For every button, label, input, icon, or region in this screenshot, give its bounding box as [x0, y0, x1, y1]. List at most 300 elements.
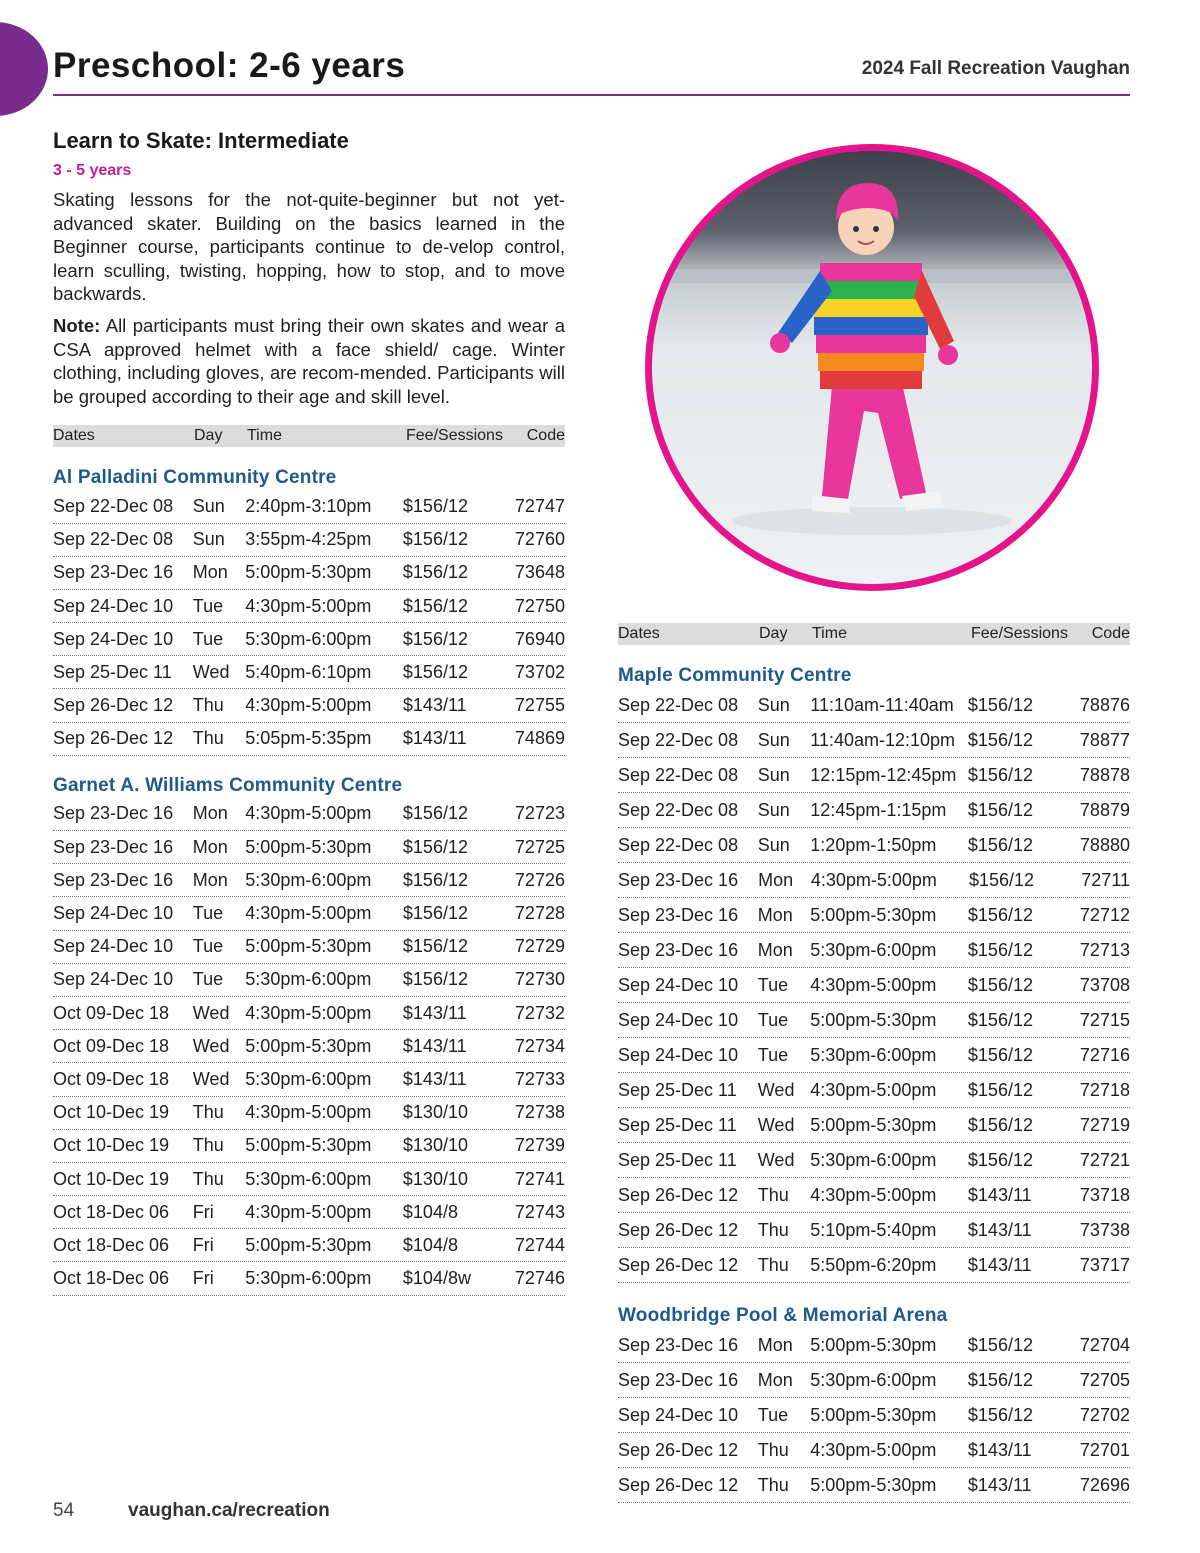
row-code: 72723 [514, 803, 565, 824]
row-code: 73648 [514, 562, 565, 583]
row-dates: Oct 10-Dec 19 [53, 1168, 170, 1189]
row-time: 3:55pm-4:25pm [245, 529, 372, 550]
page-title: Preschool: 2-6 years [53, 46, 406, 85]
row-fee: $156/12 [967, 1009, 1033, 1030]
table-row [53, 997, 565, 1030]
row-time: 4:30pm-5:00pm [245, 1002, 372, 1023]
row-dates: Sep 22-Dec 08 [618, 764, 739, 785]
row-fee: $156/12 [967, 729, 1033, 750]
table-row [618, 863, 1130, 898]
table-row [618, 688, 1130, 723]
table-row [618, 828, 1130, 863]
row-time: 5:00pm-5:30pm [245, 936, 372, 957]
table-row [618, 1363, 1130, 1398]
row-dates: Sep 22-Dec 08 [53, 529, 174, 550]
row-fee: $143/11 [402, 695, 467, 716]
row-code: 78876 [1079, 694, 1130, 715]
row-dates: Sep 22-Dec 08 [618, 834, 739, 855]
table-row [618, 1003, 1130, 1038]
row-dates: Oct 09-Dec 18 [53, 1068, 170, 1089]
row-fee: $104/8 [402, 1234, 458, 1255]
row-time: 12:15pm-12:45pm [810, 764, 957, 785]
row-day: Sun [757, 764, 790, 785]
row-fee: $156/12 [967, 1334, 1033, 1355]
row-time: 5:40pm-6:10pm [245, 661, 372, 682]
row-code: 73708 [1079, 974, 1130, 995]
row-dates: Sep 26-Dec 12 [618, 1219, 739, 1240]
table-row [618, 1468, 1130, 1503]
row-code: 72746 [514, 1268, 565, 1289]
row-time: 5:00pm-5:30pm [810, 1114, 937, 1135]
row-time: 5:00pm-5:30pm [245, 836, 372, 857]
schedule-groups-right [618, 664, 1130, 1503]
col-day: Day [759, 625, 788, 642]
row-code: 73718 [1079, 1184, 1130, 1205]
table-row [53, 1262, 565, 1295]
row-time: 5:30pm-6:00pm [245, 628, 372, 649]
row-fee: $143/11 [402, 728, 467, 749]
table-row [53, 723, 565, 756]
row-dates: Oct 18-Dec 06 [53, 1201, 170, 1222]
table-row [53, 689, 565, 722]
row-time: 5:00pm-5:30pm [810, 1334, 937, 1355]
table-row [618, 1178, 1130, 1213]
row-code: 78879 [1079, 799, 1130, 820]
table-header [53, 425, 565, 447]
table-row [618, 1213, 1130, 1248]
row-time: 5:30pm-6:00pm [810, 939, 937, 960]
row-code: 72713 [1079, 939, 1130, 960]
row-time: 4:30pm-5:00pm [245, 695, 372, 716]
row-day: Sun [757, 694, 790, 715]
row-code: 76940 [514, 628, 565, 649]
child-skating-photo [645, 144, 1099, 591]
row-day: Tue [757, 974, 789, 995]
table-row [53, 557, 565, 590]
row-day: Mon [758, 869, 794, 890]
row-time: 5:30pm-6:00pm [810, 1369, 937, 1390]
row-code: 72705 [1079, 1369, 1130, 1390]
row-fee: $156/12 [967, 1369, 1033, 1390]
row-time: 5:10pm-5:40pm [810, 1219, 937, 1240]
row-day: Thu [757, 1184, 789, 1205]
row-day: Wed [757, 1114, 795, 1135]
row-code: 72733 [514, 1068, 565, 1089]
venue-heading: Al Palladini Community Centre [53, 467, 337, 489]
row-day: Thu [757, 1439, 789, 1460]
row-dates: Sep 26-Dec 12 [53, 695, 174, 716]
row-fee: $156/12 [967, 694, 1033, 715]
row-dates: Oct 10-Dec 19 [53, 1135, 170, 1156]
row-fee: $156/12 [967, 939, 1033, 960]
page-number: 54 [53, 1500, 75, 1521]
col-dates: Dates [53, 427, 95, 445]
row-fee: $156/12 [967, 1404, 1033, 1425]
table-header [618, 623, 1130, 645]
row-dates: Sep 26-Dec 12 [618, 1439, 739, 1460]
row-day: Sun [757, 799, 790, 820]
table-row [53, 798, 565, 831]
row-dates: Sep 26-Dec 12 [618, 1184, 739, 1205]
row-code: 72743 [514, 1201, 565, 1222]
row-dates: Sep 23-Dec 16 [618, 1334, 739, 1355]
row-time: 5:00pm-5:30pm [810, 1009, 937, 1030]
row-time: 4:30pm-5:00pm [245, 1102, 372, 1123]
row-fee: $156/12 [967, 834, 1033, 855]
row-time: 1:20pm-1:50pm [810, 834, 937, 855]
row-day: Thu [192, 1168, 224, 1189]
row-day: Sun [757, 729, 790, 750]
row-dates: Sep 24-Dec 10 [618, 1404, 739, 1425]
row-fee: $130/10 [402, 1135, 468, 1156]
row-day: Thu [192, 1102, 224, 1123]
row-code: 72711 [1081, 869, 1130, 890]
row-dates: Sep 24-Dec 10 [53, 595, 174, 616]
table-row [618, 1038, 1130, 1073]
row-code: 72739 [514, 1135, 565, 1156]
row-day: Thu [192, 695, 224, 716]
note-label: Note: [53, 314, 101, 336]
row-code: 72732 [514, 1002, 565, 1023]
table-row [53, 1130, 565, 1163]
row-day: Tue [192, 936, 224, 957]
row-code: 72728 [514, 903, 565, 923]
row-dates: Sep 25-Dec 11 [53, 661, 172, 682]
row-fee: $143/11 [967, 1219, 1032, 1240]
row-fee: $156/12 [402, 936, 468, 957]
row-code: 72750 [514, 595, 565, 616]
row-code: 72716 [1079, 1044, 1130, 1065]
row-fee: $156/12 [967, 974, 1033, 995]
row-time: 4:30pm-5:00pm [810, 974, 937, 995]
table-row [618, 1398, 1130, 1433]
table-row [53, 1196, 565, 1229]
footer-url: vaughan.ca/recreation [128, 1500, 330, 1521]
table-row [53, 490, 565, 523]
row-dates: Sep 25-Dec 11 [618, 1114, 737, 1135]
row-code: 78877 [1079, 729, 1130, 750]
row-dates: Sep 24-Dec 10 [53, 936, 174, 957]
col-day: Day [194, 427, 223, 445]
row-code: 72719 [1079, 1114, 1130, 1135]
row-dates: Oct 10-Dec 19 [53, 1102, 170, 1123]
row-code: 72726 [514, 869, 565, 890]
row-code: 72712 [1079, 904, 1130, 925]
row-time: 5:30pm-6:00pm [245, 1068, 372, 1089]
row-fee: $156/12 [402, 869, 468, 890]
row-day: Sun [192, 495, 225, 516]
row-dates: Sep 26-Dec 12 [53, 728, 174, 749]
row-dates: Sep 24-Dec 10 [618, 974, 739, 995]
col-fee: Fee/Sessions [406, 427, 503, 445]
row-day: Mon [192, 803, 228, 824]
row-fee: $156/12 [968, 869, 1035, 890]
row-dates: Sep 23-Dec 16 [618, 869, 739, 890]
row-dates: Sep 23-Dec 16 [53, 869, 174, 890]
row-code: 72701 [1079, 1439, 1130, 1460]
row-time: 5:00pm-5:30pm [245, 562, 372, 583]
row-dates: Sep 23-Dec 16 [618, 939, 739, 960]
row-time: 5:30pm-6:00pm [810, 1044, 937, 1065]
row-time: 4:30pm-5:00pm [810, 869, 937, 890]
row-day: Mon [192, 836, 228, 857]
col-dates: Dates [618, 625, 660, 642]
row-dates: Oct 18-Dec 06 [53, 1234, 170, 1255]
row-time: 5:00pm-5:30pm [810, 904, 937, 925]
row-code: 72760 [514, 529, 565, 550]
row-day: Tue [192, 969, 224, 990]
row-code: 72721 [1079, 1149, 1130, 1170]
row-dates: Sep 25-Dec 11 [618, 1079, 737, 1100]
row-fee: $156/12 [967, 904, 1033, 925]
table-row [53, 1030, 565, 1063]
row-fee: $143/11 [967, 1184, 1032, 1205]
col-fee: Fee/Sessions [971, 625, 1068, 642]
table-row [618, 1073, 1130, 1108]
table-row [53, 524, 565, 557]
row-code: 78880 [1079, 834, 1130, 855]
table-row [53, 1229, 565, 1262]
row-dates: Sep 24-Dec 10 [618, 1044, 739, 1065]
row-day: Wed [757, 1079, 795, 1100]
row-code: 72755 [514, 695, 565, 716]
age-range: 3 - 5 years [53, 162, 132, 179]
row-day: Mon [757, 1369, 793, 1390]
row-code: 72738 [514, 1102, 565, 1123]
row-code: 72704 [1079, 1334, 1130, 1355]
row-fee: $143/11 [967, 1439, 1032, 1460]
row-dates: Sep 23-Dec 16 [53, 836, 174, 857]
table-row [618, 1433, 1130, 1468]
table-row [53, 864, 565, 897]
row-dates: Sep 25-Dec 11 [618, 1149, 737, 1170]
row-day: Fri [192, 1234, 214, 1255]
table-row [53, 897, 565, 930]
row-time: 4:30pm-5:00pm [245, 1201, 372, 1222]
row-fee: $156/12 [402, 562, 468, 583]
schedule-table-right [618, 623, 1130, 1503]
table-row [618, 793, 1130, 828]
row-time: 5:30pm-6:00pm [245, 1268, 372, 1289]
row-code: 72734 [514, 1035, 565, 1056]
row-day: Sun [757, 834, 790, 855]
table-row [53, 590, 565, 623]
row-dates: Sep 23-Dec 16 [618, 904, 739, 925]
row-day: Tue [757, 1404, 789, 1425]
row-dates: Sep 22-Dec 08 [53, 495, 174, 516]
course-description: Skating lessons for the not-quite-beginner but not yet-advanced skater. Building on the basics learned in the Beginner course, participants continue to de-velop control, learn sculling, twisting, hopping, how to stop, and to move backwards. [53, 189, 565, 305]
row-day: Tue [192, 595, 224, 616]
row-fee: $143/11 [402, 1002, 467, 1023]
row-code: 72741 [514, 1168, 565, 1189]
row-code: 72702 [1079, 1404, 1130, 1425]
row-day: Wed [757, 1149, 795, 1170]
table-row [53, 964, 565, 997]
row-fee: $143/11 [967, 1254, 1032, 1275]
brochure-title: 2024 Fall Recreation Vaughan [861, 58, 1130, 79]
row-day: Wed [192, 1035, 230, 1056]
row-day: Sun [192, 529, 225, 550]
row-dates: Sep 22-Dec 08 [618, 799, 739, 820]
row-fee: $130/10 [402, 1168, 468, 1189]
row-time: 5:30pm-6:00pm [245, 1168, 372, 1189]
course-note [53, 314, 565, 408]
row-code: 78878 [1079, 764, 1130, 785]
row-code: 72747 [514, 495, 565, 516]
row-code: 73702 [514, 661, 565, 682]
row-dates: Oct 18-Dec 06 [53, 1268, 170, 1289]
row-code: 73717 [1079, 1254, 1130, 1275]
table-row [53, 1163, 565, 1196]
row-fee: $130/10 [402, 1102, 468, 1123]
table-row [618, 933, 1130, 968]
venue-heading: Maple Community Centre [618, 665, 852, 686]
row-fee: $156/12 [967, 1114, 1033, 1135]
row-day: Mon [757, 904, 793, 925]
row-time: 5:30pm-6:00pm [810, 1149, 937, 1170]
course-section [53, 128, 565, 1296]
row-fee: $143/11 [402, 1035, 467, 1056]
row-time: 5:00pm-5:30pm [245, 1135, 372, 1156]
row-fee: $156/12 [402, 969, 468, 990]
row-fee: $156/12 [967, 764, 1033, 785]
row-code: 74869 [514, 728, 565, 749]
row-day: Tue [757, 1044, 789, 1065]
schedule-groups-left [53, 466, 565, 1295]
row-time: 5:50pm-6:20pm [810, 1254, 937, 1275]
table-row [618, 898, 1130, 933]
row-time: 11:10am-11:40am [810, 694, 954, 715]
row-fee: $156/12 [402, 529, 468, 550]
table-row [53, 1097, 565, 1130]
row-dates: Sep 23-Dec 16 [618, 1369, 739, 1390]
row-day: Fri [192, 1201, 214, 1222]
row-day: Thu [757, 1474, 789, 1495]
row-time: 5:00pm-5:30pm [810, 1474, 937, 1495]
col-code: Code [526, 427, 565, 445]
row-time: 5:05pm-5:35pm [245, 728, 372, 749]
row-time: 4:30pm-5:00pm [245, 803, 372, 824]
row-dates: Sep 24-Dec 10 [53, 628, 174, 649]
row-time: 5:30pm-6:00pm [245, 869, 372, 890]
row-code: 72715 [1079, 1009, 1130, 1030]
row-fee: $156/12 [402, 661, 468, 682]
row-dates: Oct 09-Dec 18 [53, 1035, 170, 1056]
table-row [618, 968, 1130, 1003]
row-fee: $156/12 [967, 1079, 1033, 1100]
venue-heading: Garnet A. Williams Community Centre [53, 774, 403, 796]
row-dates: Sep 26-Dec 12 [618, 1254, 739, 1275]
row-day: Mon [192, 562, 228, 583]
row-fee: $104/8w [402, 1268, 471, 1289]
row-time: 5:00pm-5:30pm [245, 1234, 372, 1255]
row-fee: $156/12 [967, 1149, 1033, 1170]
section-tab-marker [0, 22, 48, 116]
row-dates: Sep 23-Dec 16 [53, 562, 174, 583]
table-row [53, 656, 565, 689]
row-day: Thu [192, 1135, 224, 1156]
col-code: Code [1091, 625, 1130, 642]
row-day: Thu [757, 1254, 789, 1275]
row-day: Mon [192, 869, 228, 890]
row-day: Tue [192, 903, 224, 923]
table-row [53, 931, 565, 964]
table-row [53, 1063, 565, 1096]
row-day: Tue [757, 1009, 789, 1030]
table-row [618, 723, 1130, 758]
skater-illustration [652, 151, 1092, 584]
table-row [53, 623, 565, 656]
row-fee: $156/12 [402, 628, 468, 649]
row-fee: $156/12 [967, 1044, 1033, 1065]
note-text: All participants must bring their own skates and wear a CSA approved helmet with a face shield/ cage. Winter clothing, including gloves, are recom-mended. Participants will be grouped according to their age and skill level. [53, 314, 565, 407]
venue-heading: Woodbridge Pool & Memorial Arena [618, 1305, 948, 1326]
row-day: Wed [192, 661, 230, 682]
row-dates: Sep 22-Dec 08 [618, 694, 739, 715]
row-time: 4:30pm-5:00pm [810, 1184, 937, 1205]
row-time: 4:30pm-5:00pm [245, 595, 372, 616]
row-code: 73738 [1079, 1219, 1130, 1240]
row-code: 72730 [514, 969, 565, 990]
row-dates: Sep 23-Dec 16 [53, 803, 174, 824]
row-fee: $156/12 [402, 836, 468, 857]
row-day: Thu [192, 728, 224, 749]
course-title: Learn to Skate: Intermediate [53, 128, 349, 153]
row-code: 72718 [1079, 1079, 1130, 1100]
row-day: Wed [192, 1002, 230, 1023]
table-row [618, 1143, 1130, 1178]
row-time: 11:40am-12:10pm [810, 729, 956, 750]
row-day: Mon [757, 939, 793, 960]
row-dates: Sep 22-Dec 08 [618, 729, 739, 750]
row-code: 72729 [514, 936, 565, 957]
row-time: 5:00pm-5:30pm [810, 1404, 937, 1425]
row-time: 4:30pm-5:00pm [810, 1439, 937, 1460]
table-row [618, 1108, 1130, 1143]
row-fee: $156/12 [402, 495, 468, 516]
row-time: 4:30pm-5:00pm [810, 1079, 937, 1100]
row-fee: $156/12 [402, 803, 468, 824]
row-time: 2:40pm-3:10pm [245, 495, 372, 516]
row-code: 72696 [1079, 1474, 1130, 1495]
row-dates: Sep 24-Dec 10 [53, 903, 174, 923]
row-day: Thu [757, 1219, 789, 1240]
row-code: 72744 [514, 1234, 565, 1255]
row-day: Tue [192, 628, 224, 649]
row-day: Fri [192, 1268, 214, 1289]
row-time: 12:45pm-1:15pm [810, 799, 947, 820]
row-fee: $143/11 [402, 1068, 467, 1089]
table-row [618, 1328, 1130, 1363]
row-fee: $104/8 [402, 1201, 458, 1222]
row-day: Wed [192, 1068, 230, 1089]
row-dates: Sep 26-Dec 12 [618, 1474, 739, 1495]
row-fee: $156/12 [967, 799, 1033, 820]
row-time: 4:30pm-5:00pm [245, 903, 372, 923]
row-fee: $156/12 [402, 903, 468, 923]
row-time: 5:00pm-5:30pm [245, 1035, 372, 1056]
row-dates: Sep 24-Dec 10 [53, 969, 174, 990]
row-code: 72725 [514, 836, 565, 857]
row-fee: $156/12 [402, 595, 468, 616]
col-time: Time [247, 427, 282, 445]
row-day: Mon [757, 1334, 793, 1355]
row-time: 5:30pm-6:00pm [245, 969, 372, 990]
table-row [618, 1248, 1130, 1283]
row-fee: $143/11 [967, 1474, 1032, 1495]
row-dates: Sep 24-Dec 10 [618, 1009, 739, 1030]
table-row [618, 758, 1130, 793]
